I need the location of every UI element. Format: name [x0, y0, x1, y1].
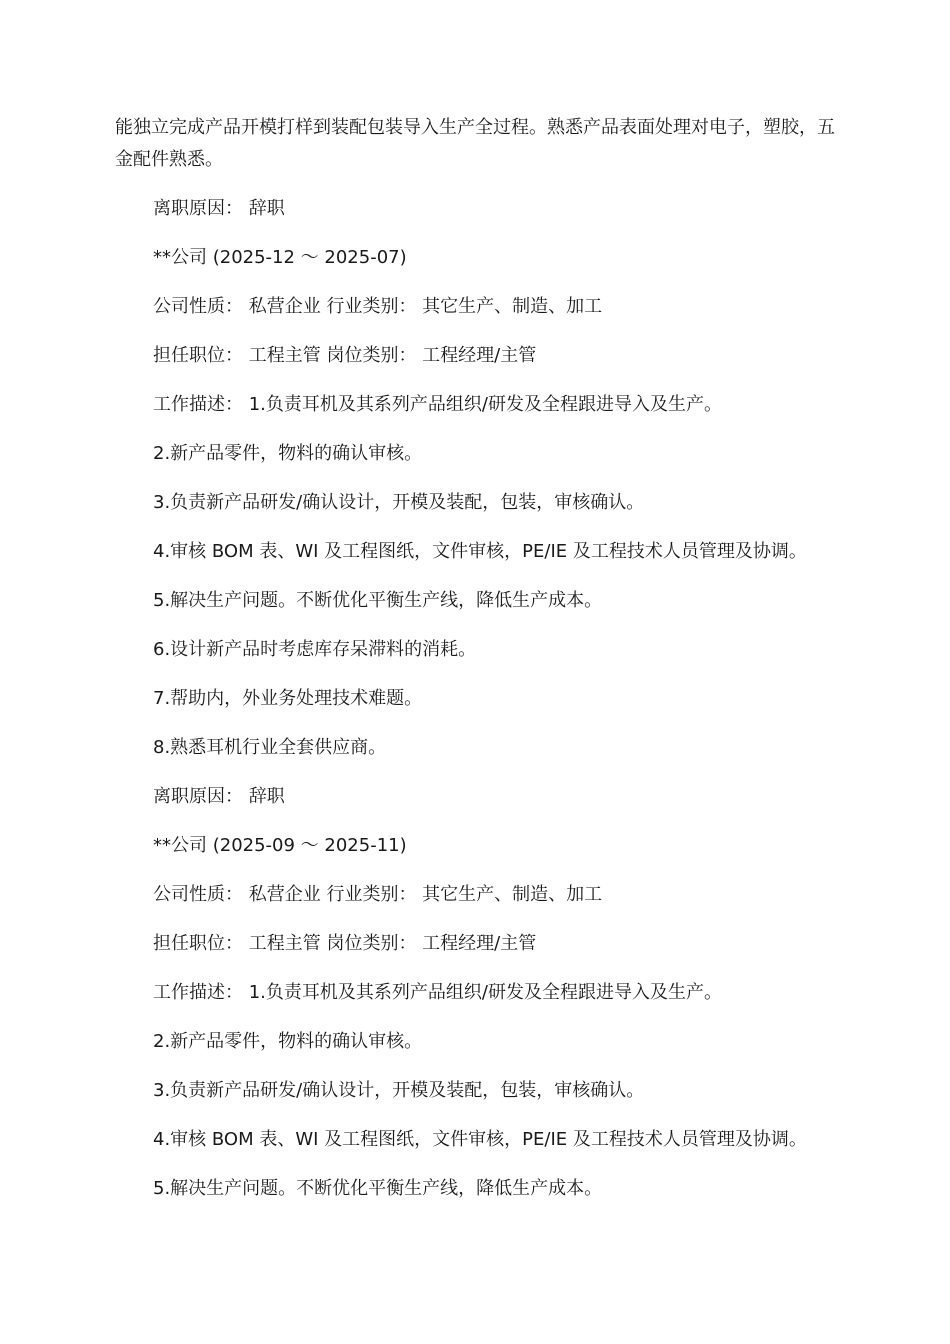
company-nature: 公司性质： 私营企业 行业类别： 其它生产、制造、加工 [153, 296, 603, 317]
duty-item: 4.审核 BOM 表、WI 及工程图纸，文件审核，PE/IE 及工程技术人员管理及协调。 [153, 1129, 807, 1150]
company-heading: **公司 (2025-12 ～ 2025-07) [153, 247, 407, 268]
duty-item: 2.新产品零件，物料的确认审核。 [153, 443, 423, 464]
duty-item: 8.熟悉耳机行业全套供应商。 [153, 737, 387, 758]
resume-lines [153, 193, 843, 1222]
duty-item: 2.新产品零件，物料的确认审核。 [153, 1031, 423, 1052]
leave-reason: 离职原因： 辞职 [153, 786, 285, 807]
leave-reason: 离职原因： 辞职 [153, 198, 285, 219]
position-info: 担任职位： 工程主管 岗位类别： 工程经理/主管 [153, 933, 537, 954]
company-nature: 公司性质： 私营企业 行业类别： 其它生产、制造、加工 [153, 884, 603, 905]
job-description: 工作描述： 1.负责耳机及其系列产品组织/研发及全程跟进导入及生产。 [153, 394, 722, 415]
duty-item: 5.解决生产问题。不断优化平衡生产线，降低生产成本。 [153, 590, 603, 611]
duty-item: 3.负责新产品研发/确认设计，开模及装配，包装，审核确认。 [153, 1080, 645, 1101]
duty-item: 6.设计新产品时考虑库存呆滞料的消耗。 [153, 639, 477, 660]
intro-paragraph: 能独立完成产品开模打样到装配包装导入生产全过程。熟悉产品表面处理对电子，塑胶，五金配件熟悉。 [115, 117, 835, 170]
position-info: 担任职位： 工程主管 岗位类别： 工程经理/主管 [153, 345, 537, 366]
company-heading: **公司 (2025-09 ～ 2025-11) [153, 835, 407, 856]
duty-item: 3.负责新产品研发/确认设计，开模及装配，包装，审核确认。 [153, 492, 645, 513]
duty-item: 4.审核 BOM 表、WI 及工程图纸，文件审核，PE/IE 及工程技术人员管理及协调。 [153, 541, 807, 562]
job-description: 工作描述： 1.负责耳机及其系列产品组织/研发及全程跟进导入及生产。 [153, 982, 722, 1003]
duty-item: 5.解决生产问题。不断优化平衡生产线，降低生产成本。 [153, 1178, 603, 1199]
duty-item: 7.帮助内，外业务处理技术难题。 [153, 688, 423, 709]
